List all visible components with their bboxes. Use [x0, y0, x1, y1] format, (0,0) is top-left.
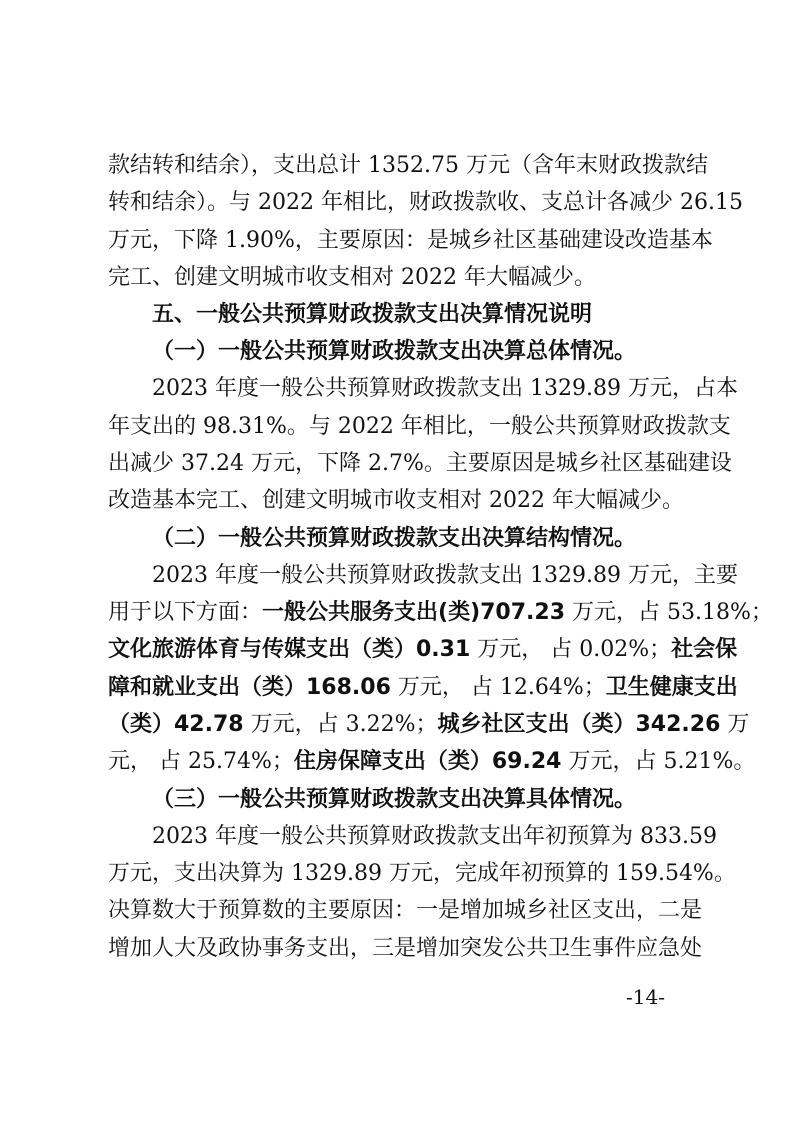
- paragraph-line: 增加人大及政协事务支出，三是增加突发公共卫生事件应急处: [108, 936, 703, 961]
- paragraph-line: 决算数大于预算数的主要原因：一是增加城乡社区支出，二是: [108, 898, 703, 923]
- paragraph-line: [108, 596, 773, 630]
- category-item: 障和就业支出（类）168.06: [108, 675, 391, 700]
- line-text: 元， 占 25.74%；: [108, 749, 294, 774]
- paragraph-line: 款结转和结余），支出总计 1352.75 万元（含年末财政拨款结: [108, 153, 708, 178]
- paragraph-line: 完工、创建文明城市收支相对 2022 年大幅减少。: [108, 265, 596, 290]
- category-item: 社会保: [671, 637, 738, 662]
- line-text: 万元， 占 0.02%；: [470, 637, 672, 662]
- line-text: 万: [720, 712, 750, 737]
- paragraph-line: 2023 年度一般公共预算财政拨款支出 1329.89 万元，主要: [152, 563, 738, 588]
- subsection-heading: （二）一般公共预算财政拨款支出决算结构情况。: [152, 526, 637, 551]
- paragraph-line: 改造基本完工、创建文明城市收支相对 2022 年大幅减少。: [108, 488, 684, 513]
- category-item: 住房保障支出（类）69.24: [293, 749, 562, 774]
- section-heading: 五、一般公共预算财政拨款支出决算情况说明: [152, 302, 593, 327]
- line-text: 用于以下方面：: [108, 600, 263, 625]
- category-item: 城乡社区支出（类）342.26: [437, 712, 721, 737]
- paragraph-line: 万元，下降 1.90%，主要原因：是城乡社区基础建设改造基本: [108, 228, 713, 253]
- paragraph-line: [108, 633, 738, 667]
- paragraph-line: [108, 745, 756, 779]
- line-text: 万元， 占 12.64%；: [390, 675, 606, 700]
- paragraph-line: 2023 年度一般公共预算财政拨款支出年初预算为 833.59: [152, 824, 717, 849]
- line-text: 万元，占 3.22%；: [243, 712, 438, 737]
- category-item: 文化旅游体育与传媒支出（类）0.31: [108, 637, 471, 662]
- paragraph-line: 万元，支出决算为 1329.89 万元，完成年初预算的 159.54%。: [108, 861, 736, 886]
- line-text: 万元，占 5.21%。: [561, 749, 756, 774]
- paragraph-line: 出减少 37.24 万元，下降 2.7%。主要原因是城乡社区基础建设: [108, 451, 732, 476]
- category-item: （类）42.78: [108, 712, 244, 737]
- paragraph-line: 转和结余）。与 2022 年相比，财政拨款收、支总计各减少 26.15: [108, 190, 743, 215]
- paragraph-line: [108, 708, 750, 742]
- line-text: 万元，占 53.18%；: [565, 600, 773, 625]
- page-number: -14-: [626, 985, 665, 1009]
- subsection-heading: （三）一般公共预算财政拨款支出决算具体情况。: [152, 787, 637, 812]
- paragraph-line: 2023 年度一般公共预算财政拨款支出 1329.89 万元，占本: [152, 376, 738, 401]
- paragraph-line: 年支出的 98.31%。与 2022 年相比，一般公共预算财政拨款支: [108, 414, 731, 439]
- category-item: 卫生健康支出: [605, 675, 738, 700]
- category-item: 一般公共服务支出(类)707.23: [262, 600, 566, 625]
- subsection-heading: （一）一般公共预算财政拨款支出决算总体情况。: [152, 339, 637, 364]
- paragraph-line: [108, 671, 738, 705]
